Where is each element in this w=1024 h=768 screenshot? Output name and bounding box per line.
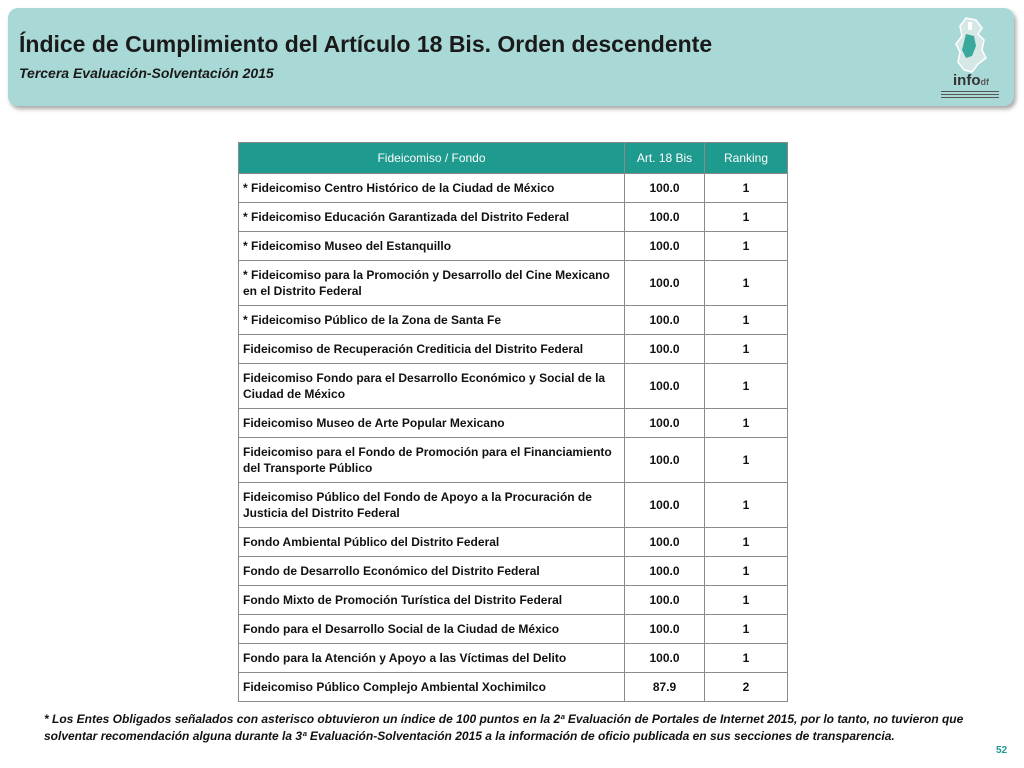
- page-subtitle: Tercera Evaluación-Solventación 2015: [19, 65, 274, 81]
- score-cell: 100.0: [625, 203, 705, 232]
- entity-name: Fondo Ambiental Público del Distrito Federal: [239, 528, 625, 557]
- entity-name: Fideicomiso Museo de Arte Popular Mexicano: [239, 409, 625, 438]
- table-row: [239, 673, 788, 702]
- ranking-table: [238, 142, 788, 702]
- score-cell: 100.0: [625, 232, 705, 261]
- entity-name: Fondo de Desarrollo Económico del Distrito Federal: [239, 557, 625, 586]
- table-row: [239, 174, 788, 203]
- logo-caption-lines: [941, 91, 999, 101]
- entity-name: Fideicomiso Público Complejo Ambiental Xochimilco: [239, 673, 625, 702]
- score-cell: 100.0: [625, 335, 705, 364]
- rank-cell: 1: [705, 261, 788, 306]
- score-cell: 100.0: [625, 528, 705, 557]
- table-row: [239, 261, 788, 306]
- rank-cell: 1: [705, 586, 788, 615]
- entity-name: Fideicomiso Público del Fondo de Apoyo a la Procuración de Justicia del Distrito Federal: [239, 483, 625, 528]
- page-number: 52: [996, 745, 1008, 756]
- score-cell: 87.9: [625, 673, 705, 702]
- table-row: [239, 483, 788, 528]
- rank-cell: 1: [705, 306, 788, 335]
- column-header-ranking: Ranking: [705, 143, 788, 174]
- rank-cell: 2: [705, 673, 788, 702]
- entity-name: Fideicomiso de Recuperación Crediticia del Distrito Federal: [239, 335, 625, 364]
- rank-cell: 1: [705, 409, 788, 438]
- entity-name: Fideicomiso Fondo para el Desarrollo Económico y Social de la Ciudad de México: [239, 364, 625, 409]
- entity-name: * Fideicomiso Público de la Zona de Santa Fe: [239, 306, 625, 335]
- table-row: [239, 409, 788, 438]
- score-cell: 100.0: [625, 615, 705, 644]
- table-row: [239, 644, 788, 673]
- rank-cell: 1: [705, 483, 788, 528]
- table-row: [239, 364, 788, 409]
- rank-cell: 1: [705, 528, 788, 557]
- score-cell: 100.0: [625, 644, 705, 673]
- entity-name: * Fideicomiso Museo del Estanquillo: [239, 232, 625, 261]
- table-row: [239, 586, 788, 615]
- entity-name: Fideicomiso para el Fondo de Promoción para el Financiamiento del Transporte Público: [239, 438, 625, 483]
- table-row: [239, 438, 788, 483]
- logo-wordmark: infodf: [953, 72, 989, 89]
- page-title: Índice de Cumplimiento del Artículo 18 Bis. Orden descendente: [19, 31, 713, 57]
- score-cell: 100.0: [625, 586, 705, 615]
- rank-cell: 1: [705, 364, 788, 409]
- table-row: [239, 528, 788, 557]
- entity-name: Fondo para el Desarrollo Social de la Ciudad de México: [239, 615, 625, 644]
- table-row: [239, 615, 788, 644]
- entity-name: Fondo para la Atención y Apoyo a las Víctimas del Delito: [239, 644, 625, 673]
- table-row: [239, 335, 788, 364]
- rank-cell: 1: [705, 615, 788, 644]
- rank-cell: 1: [705, 174, 788, 203]
- score-cell: 100.0: [625, 483, 705, 528]
- table-header-row: [239, 143, 788, 174]
- table-row: [239, 557, 788, 586]
- rank-cell: 1: [705, 203, 788, 232]
- table-row: [239, 306, 788, 335]
- rank-cell: 1: [705, 644, 788, 673]
- score-cell: 100.0: [625, 557, 705, 586]
- rank-cell: 1: [705, 335, 788, 364]
- entity-name: Fondo Mixto de Promoción Turística del Distrito Federal: [239, 586, 625, 615]
- table-row: [239, 232, 788, 261]
- rank-cell: 1: [705, 438, 788, 483]
- entity-name: * Fideicomiso Educación Garantizada del Distrito Federal: [239, 203, 625, 232]
- entity-name: * Fideicomiso Centro Histórico de la Ciudad de México: [239, 174, 625, 203]
- footnote: * Los Entes Obligados señalados con asterisco obtuvieron un índice de 100 puntos en la 2ª Evaluación de Portales de Internet 2015, por lo tanto, no tuvieron que solventar recomendación alguna durante la 3ª Evaluación-Solventación 2015 a la información de oficio publicada en sus secciones de transparencia.: [44, 712, 964, 743]
- rank-cell: 1: [705, 232, 788, 261]
- table-row: [239, 203, 788, 232]
- score-cell: 100.0: [625, 438, 705, 483]
- score-cell: 100.0: [625, 261, 705, 306]
- rank-cell: 1: [705, 557, 788, 586]
- entity-name: * Fideicomiso para la Promoción y Desarrollo del Cine Mexicano en el Distrito Federal: [239, 261, 625, 306]
- score-cell: 100.0: [625, 306, 705, 335]
- score-cell: 100.0: [625, 364, 705, 409]
- column-header-art18bis: Art. 18 Bis: [625, 143, 705, 174]
- score-cell: 100.0: [625, 174, 705, 203]
- score-cell: 100.0: [625, 409, 705, 438]
- column-header-fideicomiso: Fideicomiso / Fondo: [239, 143, 625, 174]
